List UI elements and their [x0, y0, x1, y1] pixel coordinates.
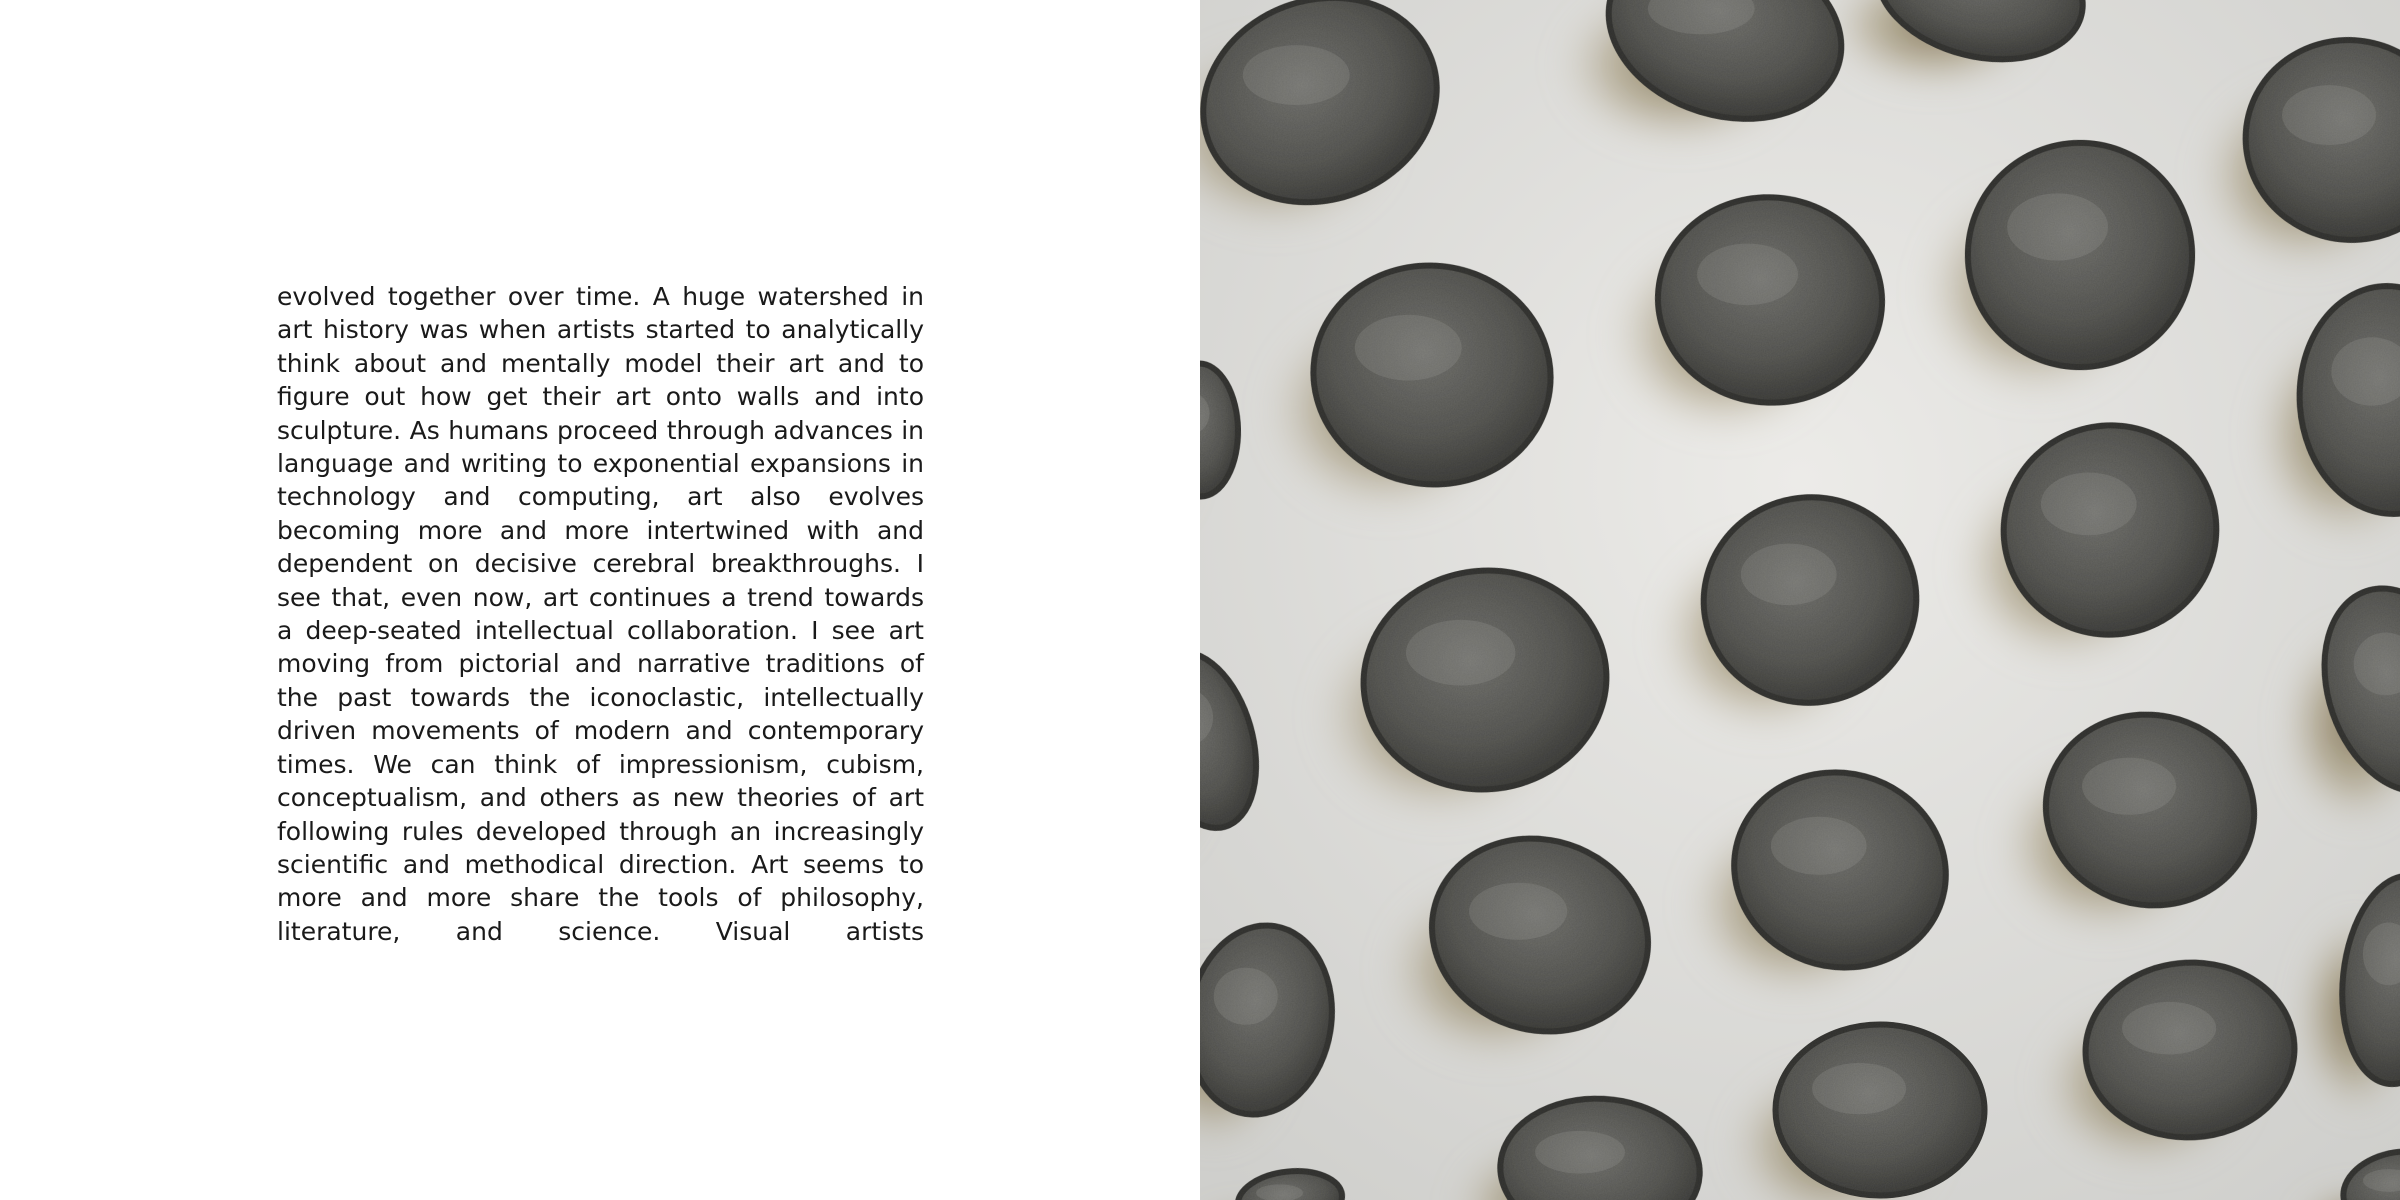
disc-highlight	[2082, 758, 2176, 815]
disc-highlight	[2122, 1002, 2216, 1054]
disc-highlight	[1771, 817, 1867, 875]
disc-highlight	[1243, 45, 1350, 105]
disc-highlight	[1355, 315, 1462, 381]
disc-highlight	[1812, 1063, 1906, 1114]
disc-highlight	[2007, 193, 2108, 260]
disc-highlight	[1741, 544, 1837, 606]
disc-highlight	[1214, 968, 1278, 1025]
disc-highlight	[1697, 244, 1798, 306]
disc-highlight	[2282, 85, 2376, 145]
metal-discs-photo	[1200, 0, 2400, 1200]
body-paragraph: evolved together over time. A huge watershed in art history was when artists started to analytically think about and mentally model their art and to figure out how get their art onto walls and into sculpture. As humans proceed through advances in language and writing to exponential expansions in technology and computing, art also evolves becoming more and more intertwined with and dependent on decisive cerebral breakthroughs. I see that, even now, art continues a trend towards a deep-seated intellectual collaboration. I see art moving from pictorial and narrative traditions of the past towards the iconoclastic, intellectually driven movements of modern and contemporary times. We can think of impressionism, cubism, conceptualism, and others as new theories of art following rules developed through an increasingly scientific and methodical direction. Art seems to more and more share the tools of philosophy, literature, and science. Visual artists	[277, 282, 924, 946]
right-page-photo	[1200, 0, 2400, 1200]
disc-highlight	[2041, 473, 2137, 536]
disc-highlight	[1469, 883, 1567, 940]
disc-highlight	[1406, 620, 1515, 686]
disc-highlight	[1535, 1131, 1625, 1174]
